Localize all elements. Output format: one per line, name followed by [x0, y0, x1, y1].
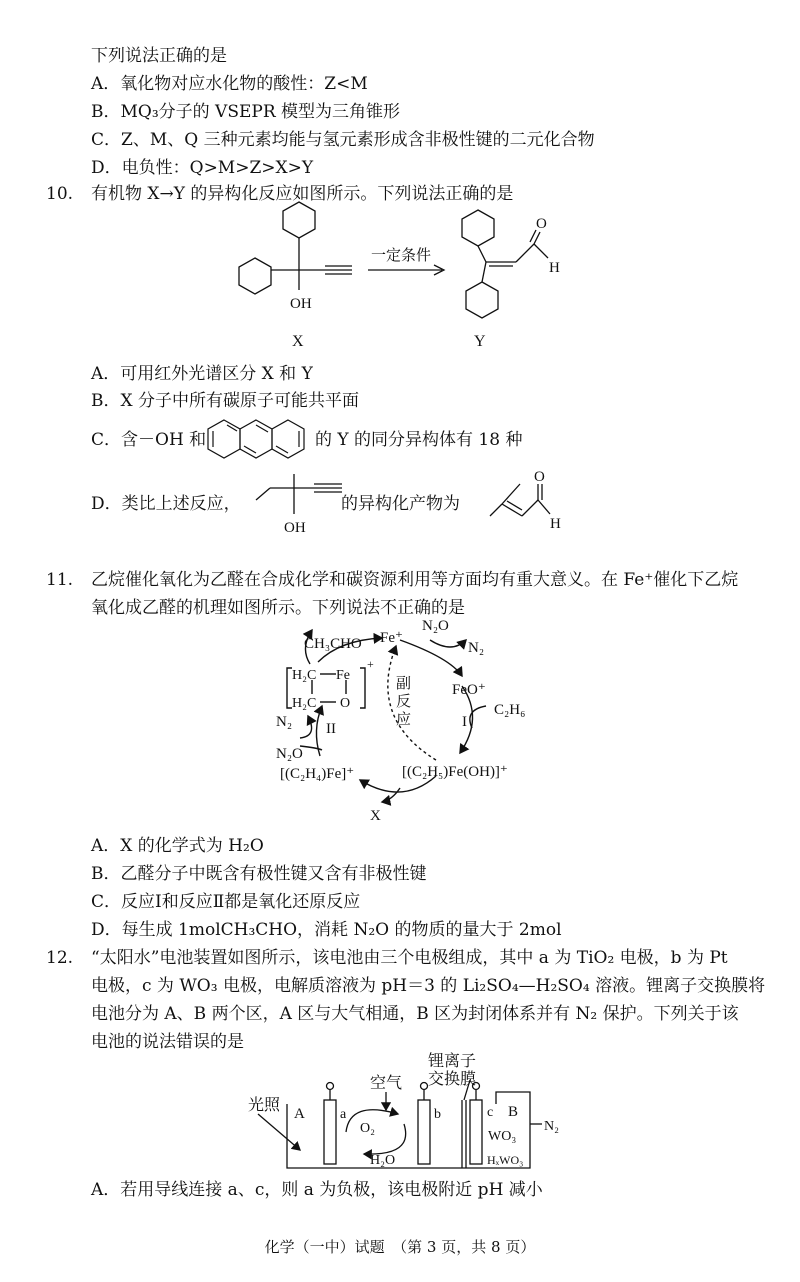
q11-option-d: D．每生成 1molCH₃CHO，消耗 N₂O 的物质的量大于 2mol [91, 920, 562, 940]
q11-stem-line2: 氧化成乙醛的机理如图所示。下列说法不正确的是 [91, 598, 465, 618]
q11-option-a: A．X 的化学式为 H₂O [91, 836, 264, 856]
q11-mechanism-diagram [0, 618, 800, 833]
q10-number: 10. [46, 184, 74, 204]
ch3cho-label: CH₃CHO [304, 636, 362, 652]
zone-b-label: B [508, 1104, 519, 1120]
q12-stem-line3: 电池分为 A、B 两个区，A 区与大气相通，B 区为封闭体系并有 N₂ 保护。下列关于该 [91, 1004, 739, 1024]
ring-fe-label: Fe [336, 668, 350, 683]
option-d-reactant [250, 470, 350, 540]
ring-h2c-bottom-label: H₂C [292, 696, 317, 711]
page-footer: 化学（一中）试题 （第 3 页，共 8 页） [264, 1238, 536, 1256]
q10-option-b: B．X 分子中所有碳原子可能共平面 [91, 391, 359, 411]
n2o-top-label: N₂O [422, 618, 449, 634]
q12-number: 12. [46, 948, 74, 968]
arrow-condition-label: 一定条件 [371, 248, 432, 264]
q10-option-d-pre: D．类比上述反应， [91, 494, 241, 514]
air-label: 空气 [370, 1075, 403, 1092]
q9-stem: 下列说法正确的是 [91, 46, 227, 66]
q11-stem-line1: 乙烷催化氧化为乙醛在合成化学和碳资源利用等方面均有重大意义。在 Fe⁺催化下乙烷 [91, 570, 739, 590]
q12-cell-diagram [0, 1052, 800, 1172]
y-compound-label: Y [474, 333, 486, 350]
step-1-label: I [462, 714, 467, 730]
y-phenyl-top [462, 210, 494, 246]
x-phenyl-left [239, 258, 271, 294]
q12-option-a: A．若用导线连接 a、c，则 a 为负极，该电极附近 pH 减小 [91, 1180, 543, 1200]
membrane-label-line2: 交换膜 [428, 1071, 477, 1088]
complex-right-label: [(C₂H₅)Fe(OH)]⁺ [402, 764, 508, 780]
y-phenyl-bottom [466, 282, 498, 318]
option-d-product [484, 470, 574, 540]
electrode-b-label: b [434, 1107, 441, 1122]
wo3-label: WO₃ [488, 1129, 517, 1144]
c2h6-label: C₂H₆ [494, 702, 526, 718]
n2o-left-label: N₂O [276, 746, 303, 762]
q12-stem-line1: “太阳水”电池装置如图所示，该电池由三个电极组成，其中 a 为 TiO₂ 电极，b 为 Pt [91, 948, 728, 968]
ring-charge-label: + [367, 657, 374, 671]
q10-option-c-pre: C．含－OH 和 [91, 430, 207, 450]
q12-stem-line4: 电池的说法错误的是 [91, 1032, 244, 1052]
y-h-label: H [549, 260, 560, 276]
q10-option-a: A．可用红外光谱区分 X 和 Y [91, 364, 313, 384]
fe-plus-label: Fe⁺ [380, 630, 403, 646]
electrode-c-label: c [487, 1105, 494, 1120]
ring-o-label: O [340, 696, 351, 711]
n2-protect-label: N₂ [544, 1119, 559, 1134]
zone-a-label: A [294, 1106, 305, 1122]
q11-option-c: C．反应Ⅰ和反应Ⅱ都是氧化还原反应 [91, 892, 361, 912]
d-h-label: H [550, 516, 561, 532]
side-reaction-char-3: 应 [396, 712, 412, 728]
q12-stem-line2: 电极，c 为 WO₃ 电极，电解质溶液为 pH＝3 的 Li₂SO₄—H₂SO₄ 溶液。锂离子交换膜将 [91, 976, 766, 996]
feo-plus-label: FeO⁺ [452, 682, 486, 698]
q11-option-b: B．乙醛分子中既含有极性键又含有非极性键 [91, 864, 427, 884]
hxwo3-label: HₓWO₃ [487, 1153, 524, 1167]
q9-option-a: A．氧化物对应水化物的酸性：Z<M [91, 74, 368, 94]
x-oh-label: OH [290, 296, 312, 312]
x-compound-label: X [292, 333, 304, 350]
q10-reaction-diagram [0, 200, 800, 350]
side-reaction-char-1: 副 [396, 676, 412, 692]
side-reaction-char-2: 反 [396, 694, 412, 710]
anthracene-structure [204, 417, 314, 463]
n2-left-label: N₂ [276, 714, 293, 730]
light-label: 光照 [248, 1097, 281, 1114]
ring-h2c-top-label: H₂C [292, 668, 317, 683]
d-oh-label: OH [284, 520, 306, 536]
q10-stem: 有机物 X→Y 的异构化反应如图所示。下列说法正确的是 [91, 184, 514, 204]
n2-top-label: N₂ [468, 640, 485, 656]
q11-number: 11. [46, 570, 74, 590]
q9-option-d: D．电负性：Q>M>Z>X>Y [91, 158, 314, 178]
electrode-a-label: a [340, 1107, 347, 1122]
q9-option-b: B．MQ₃分子的 VSEPR 模型为三角锥形 [91, 102, 401, 122]
x-product-label: X [370, 808, 381, 824]
membrane-label-line1: 锂离子 [428, 1053, 477, 1070]
q10-option-d-mid: 的异构化产物为 [341, 494, 460, 514]
step-2-label: II [326, 721, 336, 737]
q10-option-c-post: 的 Y 的同分异构体有 18 种 [315, 430, 523, 450]
o2-label: O₂ [360, 1121, 375, 1136]
h2o-label: H₂O [370, 1153, 396, 1168]
d-o-label: O [534, 469, 545, 485]
complex-left-label: [(C₂H₄)Fe]⁺ [280, 766, 355, 782]
x-phenyl-top [283, 202, 315, 238]
q9-option-c: C．Z、M、Q 三种元素均能与氢元素形成含非极性键的二元化合物 [91, 130, 595, 150]
y-o-label: O [536, 216, 547, 232]
